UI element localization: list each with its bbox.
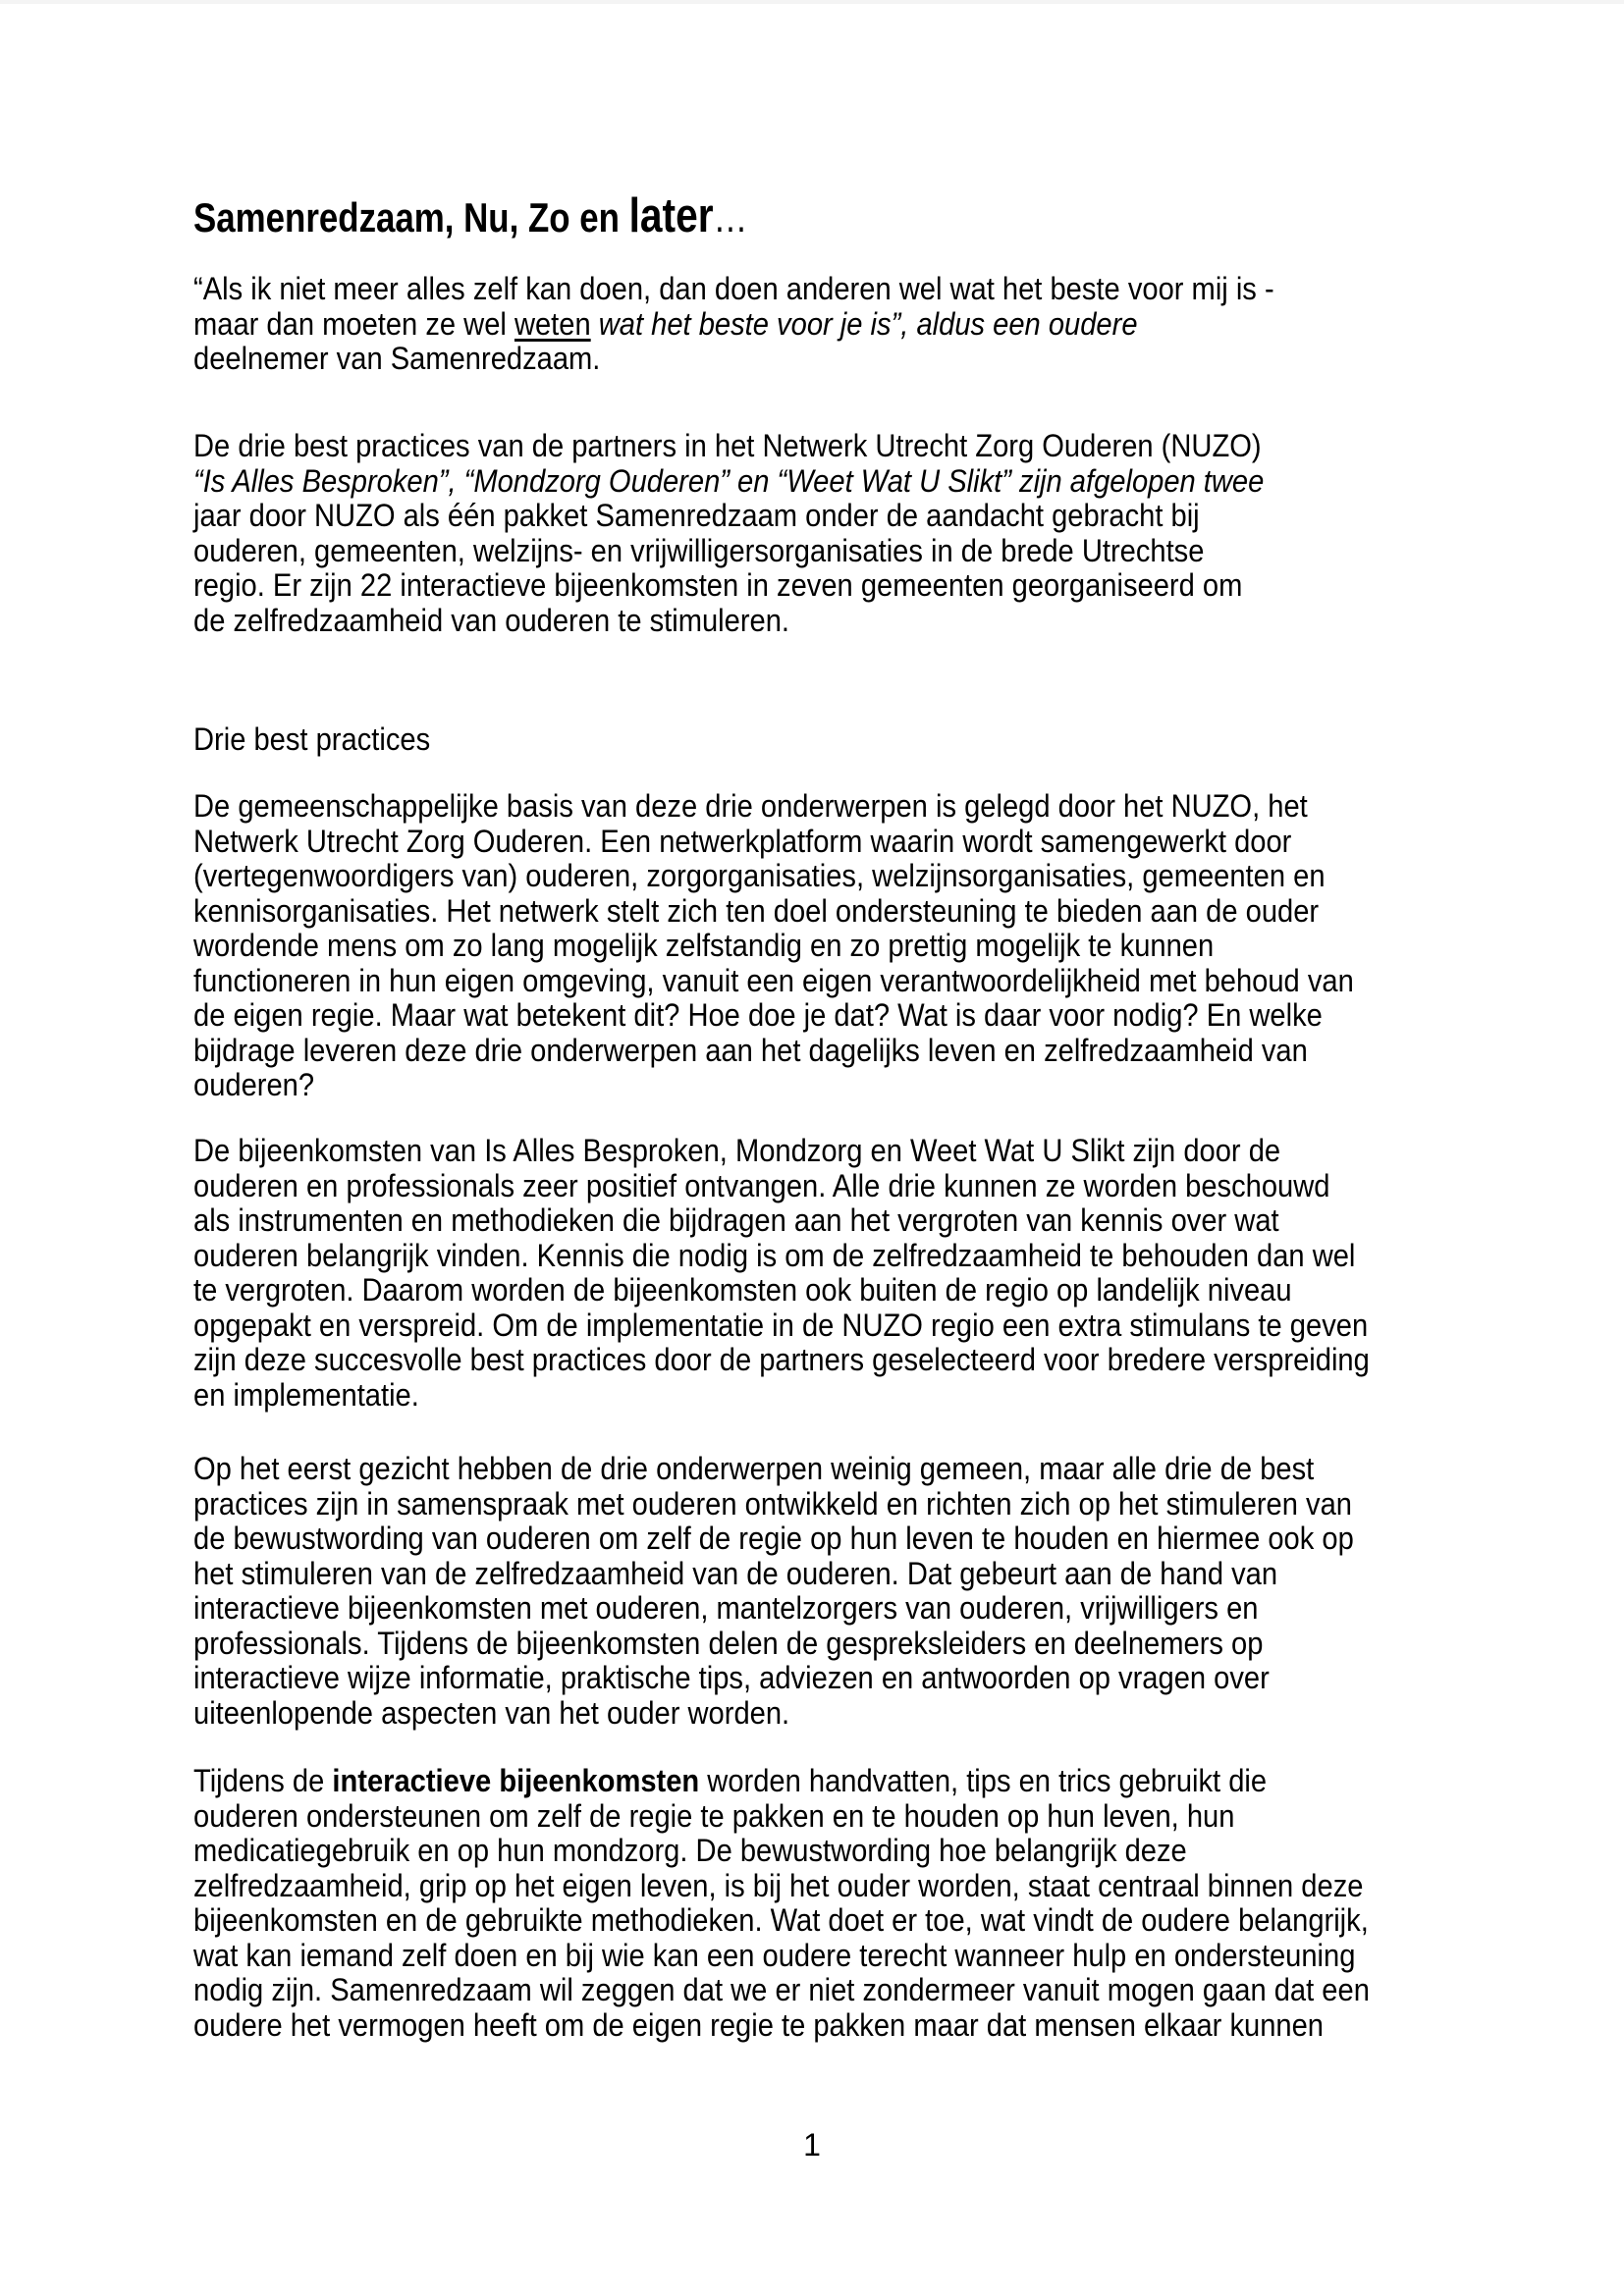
text-segment: “Als ik niet meer alles zelf kan doen, dan doen anderen wel wat het beste voor mij is - <box>193 271 1274 306</box>
text-segment: jaar door NUZO als één pakket Samenredzaam onder de aandacht gebracht bij <box>193 498 1200 533</box>
text-line <box>193 1939 1370 1974</box>
text-segment: ouderen, gemeenten, welzijns- en vrijwilligersorganisaties in de brede Utrechtse <box>193 532 1205 568</box>
text-line <box>193 859 1354 894</box>
text-segment <box>591 306 599 342</box>
text-line <box>193 1661 1354 1696</box>
paragraph-gezicht <box>193 1452 1469 1731</box>
text-line <box>193 825 1354 860</box>
text-segment: wat het beste voor je is”, aldus een oudere <box>598 305 1138 342</box>
text-segment: De bijeenkomsten van Is Alles Besproken, Mondzorg en Weet Wat U Slikt zijn door de <box>193 1133 1281 1168</box>
paragraph-bijeenkomsten <box>193 1134 1486 1413</box>
text-segment: te vergroten. Daarom worden de bijeenkomsten ook buiten de regio op landelijk niveau <box>193 1272 1292 1308</box>
text-line <box>193 1203 1370 1239</box>
text-line <box>193 1696 1354 1732</box>
text-segment: en implementatie. <box>193 1376 419 1413</box>
section-heading-text: Drie best practices <box>193 721 431 757</box>
text-segment: uiteenlopende aspecten van het ouder worden. <box>193 1694 790 1731</box>
paragraph-quote <box>193 272 1381 377</box>
text-segment: bijeenkomsten en de gebruikte methodieken. Wat doet er toe, wat vindt de oudere belangrijk, <box>193 1902 1369 1938</box>
text-segment: opgepakt en verspreid. Om de implementatie in de NUZO regio een extra stimulans te geven <box>193 1307 1369 1343</box>
text-segment: interactieve bijeenkomsten <box>332 1763 700 1798</box>
text-line <box>193 1764 1370 1799</box>
text-segment: interactieve wijze informatie, praktische tips, adviezen en antwoorden op vragen over <box>193 1660 1270 1695</box>
text-segment: De drie best practices van de partners in het Netwerk Utrecht Zorg Ouderen (NUZO) <box>193 428 1262 463</box>
text-line <box>193 1557 1354 1592</box>
document-title <box>193 191 747 242</box>
paragraph-tijdens <box>193 1764 1486 2043</box>
text-segment: de bewustwording van ouderen om zelf de regie op hun leven te houden en hiermee ook op <box>193 1521 1354 1556</box>
text-line <box>193 499 1264 534</box>
text-segment: nodig zijn. Samenredzaam wil zeggen dat we er niet zondermeer vanuit mogen gaan dat een <box>193 1972 1370 2007</box>
text-segment: de eigen regie. Maar wat betekent dit? Hoe doe je dat? Wat is daar voor nodig? En welke <box>193 997 1323 1033</box>
text-line <box>193 1273 1370 1308</box>
text-line <box>193 789 1354 825</box>
text-line <box>193 342 1274 377</box>
text-line <box>193 1834 1370 1869</box>
text-line <box>193 568 1264 604</box>
text-line <box>193 1134 1370 1169</box>
text-line <box>193 1068 1354 1103</box>
text-segment: als instrumenten en methodieken die bijdragen aan het vergroten van kennis over wat <box>193 1202 1279 1238</box>
text-line <box>193 998 1354 1034</box>
text-segment: zelfredzaamheid, grip op het eigen leven, is bij het ouder worden, staat centraal binnen deze <box>193 1867 1364 1903</box>
text-segment: … <box>713 194 748 240</box>
text-line <box>193 929 1354 964</box>
text-line <box>193 464 1264 500</box>
text-segment: zijn deze succesvolle best practices door de partners geselecteerd voor bredere verspreiding <box>193 1342 1370 1377</box>
text-segment: de zelfredzaamheid van ouderen te stimuleren. <box>193 602 790 638</box>
text-segment: wordende mens om zo lang mogelijk zelfstandig en zo prettig mogelijk te kunnen <box>193 928 1215 963</box>
text-segment: “Is Alles Besproken”, “Mondzorg Ouderen” en “Weet Wat U Slikt” zijn afgelopen twee <box>193 462 1265 499</box>
text-segment: (vertegenwoordigers van) ouderen, zorgorganisaties, welzijnsorganisaties, gemeenten en <box>193 858 1326 893</box>
text-line <box>193 1169 1370 1204</box>
text-line <box>193 1378 1370 1414</box>
text-segment: weten <box>514 305 591 342</box>
text-segment: wat kan iemand zelf doen en bij wie kan een oudere terecht wanneer hulp en ondersteuning <box>193 1937 1356 1973</box>
text-line <box>193 1591 1354 1627</box>
text-segment: functioneren in hun eigen omgeving, vanuit een eigen verantwoordelijkheid met behoud van <box>193 962 1354 998</box>
text-segment: regio. Er zijn 22 interactieve bijeenkomsten in zeven gemeenten georganiseerd om <box>193 567 1243 603</box>
text-segment: ouderen ondersteunen om zelf de regie te pakken en te houden op hun leven, hun <box>193 1797 1235 1834</box>
page-top-edge <box>0 0 1624 4</box>
text-segment: professionals. Tijdens de bijeenkomsten delen de gespreksleiders en deelnemers op <box>193 1625 1264 1661</box>
text-line <box>193 604 1264 639</box>
text-segment: ouderen belangrijk vinden. Kennis die nodig is om de zelfredzaamheid te behouden dan wel <box>193 1237 1356 1273</box>
text-line <box>193 1452 1354 1487</box>
text-line <box>193 2008 1370 2044</box>
text-line <box>193 534 1264 569</box>
page-number: 1 <box>803 2127 821 2163</box>
text-segment: Tijdens de <box>193 1763 333 1798</box>
text-line <box>193 1239 1370 1274</box>
text-line <box>193 1869 1370 1904</box>
text-segment: worden handvatten, tips en trics gebruikt die <box>699 1763 1268 1798</box>
text-segment: het stimuleren van de zelfredzaamheid van de ouderen. Dat gebeurt aan de hand van <box>193 1555 1278 1591</box>
text-segment: ouderen en professionals zeer positief ontvangen. Alle drie kunnen ze worden beschouwd <box>193 1167 1330 1203</box>
text-line <box>193 1522 1354 1557</box>
paragraph-basis <box>193 789 1469 1103</box>
text-line <box>193 272 1274 307</box>
text-line <box>193 964 1354 999</box>
text-segment: bijdrage leveren deze drie onderwerpen aan het dagelijks leven en zelfredzaamheid van <box>193 1032 1308 1068</box>
text-segment: ouderen? <box>193 1067 315 1102</box>
text-line <box>193 1487 1354 1522</box>
text-line <box>193 894 1354 930</box>
text-segment: Netwerk Utrecht Zorg Ouderen. Een netwerkplatform waarin wordt samengewerkt door <box>193 823 1292 859</box>
text-segment: De gemeenschappelijke basis van deze drie onderwerpen is gelegd door het NUZO, het <box>193 788 1308 824</box>
text-line <box>193 1627 1354 1662</box>
text-segment: Op het eerst gezicht hebben de drie onderwerpen weinig gemeen, maar alle drie de best <box>193 1451 1315 1486</box>
text-line <box>193 1903 1370 1939</box>
text-line <box>193 1034 1354 1069</box>
text-segment: Samenredzaam, Nu, Zo en <box>193 194 629 240</box>
text-line <box>193 1973 1370 2008</box>
text-segment: interactieve bijeenkomsten met ouderen, mantelzorgers van ouderen, vrijwilligers en <box>193 1590 1259 1626</box>
text-segment: later <box>628 189 714 242</box>
text-line <box>193 429 1264 464</box>
section-heading <box>193 722 454 758</box>
text-segment: deelnemer van Samenredzaam. <box>193 341 601 376</box>
text-segment: medicatiegebruik en op hun mondzorg. De bewustwording hoe belangrijk deze <box>193 1833 1187 1868</box>
text-segment: oudere het vermogen heeft om de eigen regie te pakken maar dat mensen elkaar kunnen <box>193 2006 1324 2043</box>
text-line <box>193 307 1274 343</box>
text-segment: maar dan moeten ze wel <box>193 305 514 342</box>
text-line <box>193 1308 1370 1344</box>
text-line <box>193 1343 1370 1378</box>
paragraph-intro <box>193 429 1370 638</box>
text-line <box>193 1799 1370 1835</box>
text-segment: practices zijn in samenspraak met ouderen ontwikkeld en richten zich op het stimuleren van <box>193 1485 1352 1522</box>
text-segment: kennisorganisaties. Het netwerk stelt zich ten doel ondersteuning te bieden aan de ouder <box>193 892 1320 929</box>
